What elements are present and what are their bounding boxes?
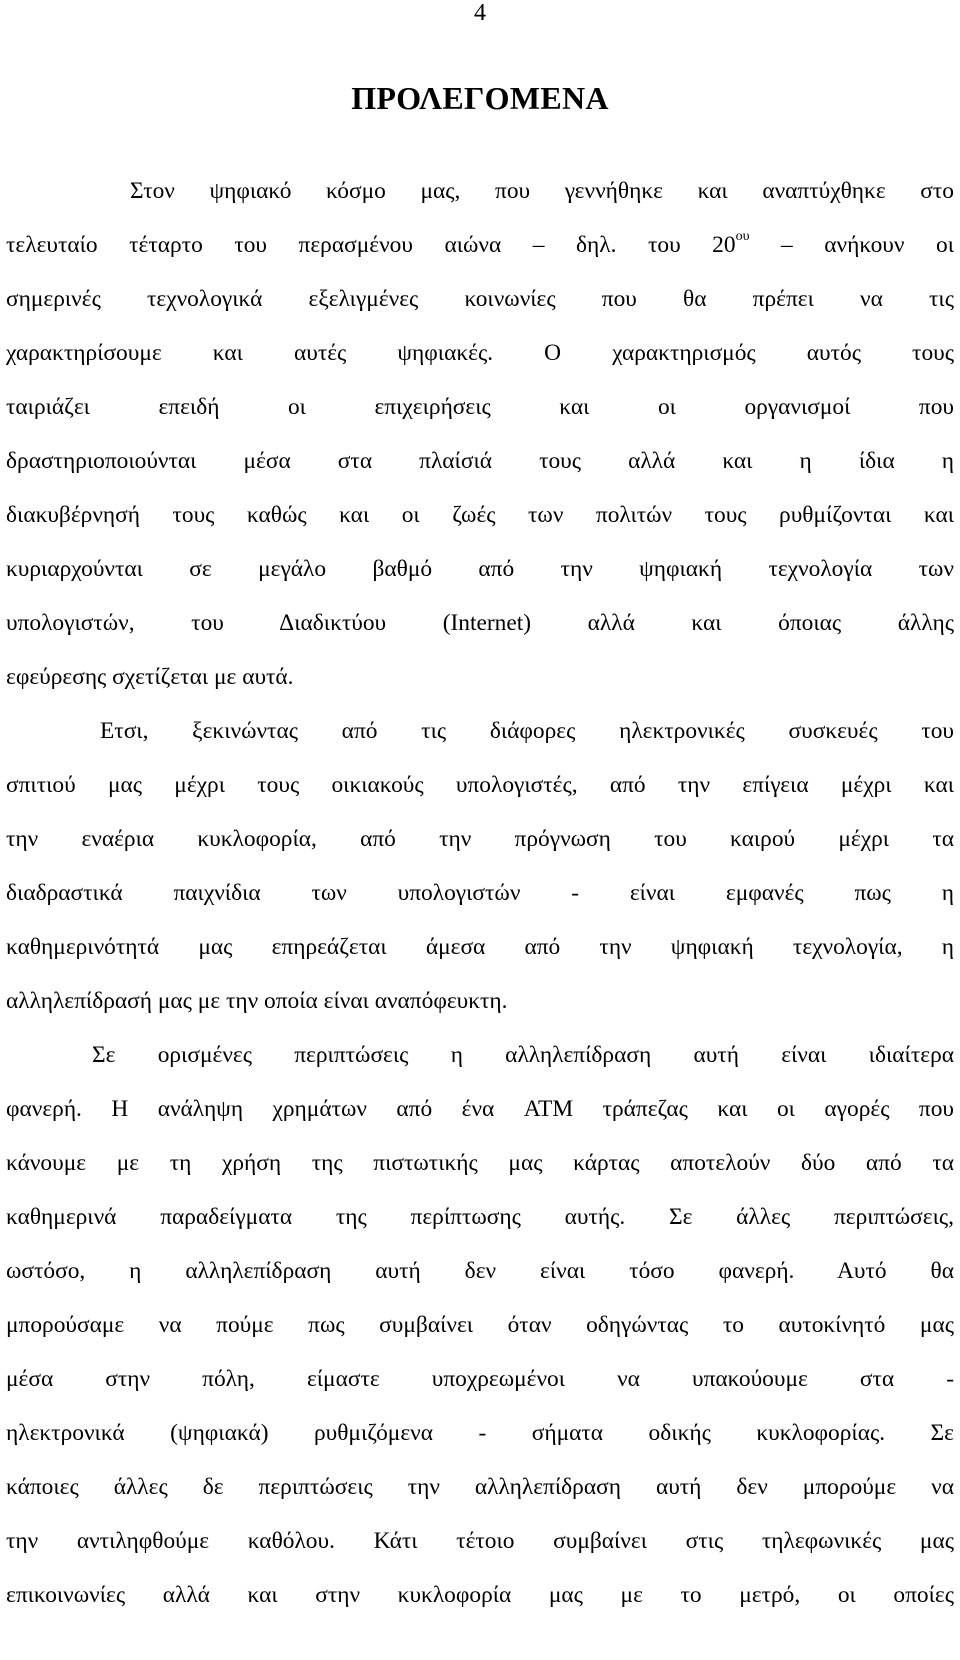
text-line: την εναέρια κυκλοφορία, από την πρόγνωση του καιρού μέχρι τα (6, 826, 954, 852)
text-line: μπορούσαμε να πούμε πως συμβαίνει όταν οδηγώντας το αυτοκίνητό μας (6, 1312, 954, 1338)
text-line: αλληλεπίδρασή μας με την οποία είναι αναπόφευκτη. (6, 988, 508, 1014)
page-title: ΠΡΟΛΕΓΟΜΕΝΑ (351, 80, 609, 116)
page-number: 4 (474, 0, 486, 26)
text-line: κυριαρχούνται σε μεγάλο βαθμό από την ψηφιακή τεχνολογία των (6, 556, 954, 582)
text-line: διακυβέρνησή τους καθώς και οι ζωές των πολιτών τους ρυθμίζονται και (6, 502, 954, 528)
text-line: ωστόσο, η αλληλεπίδραση αυτή δεν είναι τόσο φανερή. Αυτό θα (6, 1258, 954, 1284)
superscript: ου (735, 229, 750, 244)
text-line: μέσα στην πόλη, είμαστε υποχρεωμένοι να υπακούουμε στα - (6, 1366, 954, 1392)
text-line: κάποιες άλλες δε περιπτώσεις την αλληλεπίδραση αυτή δεν μπορούμε να (6, 1474, 954, 1500)
text-line: χαρακτηρίσουμε και αυτές ψηφιακές. Ο χαρακτηρισμός αυτός τους (6, 340, 954, 366)
text-line (6, 230, 954, 260)
text-line: σημερινές τεχνολογικά εξελιγμένες κοινωνίες που θα πρέπει να τις (6, 286, 954, 312)
text-line: την αντιληφθούμε καθόλου. Κάτι τέτοιο συμβαίνει στις τηλεφωνικές μας (6, 1528, 954, 1554)
text-line: Σε ορισμένες περιπτώσεις η αλληλεπίδραση αυτή είναι ιδιαίτερα (92, 1042, 954, 1068)
text-line: κάνουμε με τη χρήση της πιστωτικής μας κάρτας αποτελούν δύο από τα (6, 1150, 954, 1176)
text-line: καθημερινά παραδείγματα της περίπτωσης αυτής. Σε άλλες περιπτώσεις, (6, 1204, 954, 1230)
text-line: δραστηριοποιούνται μέσα στα πλαίσιά τους αλλά και η ίδια η (6, 448, 954, 474)
text-fragment: τελευταίο τέταρτο του περασμένου αιώνα – δηλ. του 20 (6, 232, 736, 258)
text-line: επικοινωνίες αλλά και στην κυκλοφορία μας με το μετρό, οι οποίες (6, 1582, 954, 1608)
text-line: φανερή. Η ανάληψη χρημάτων από ένα ATM τράπεζας και οι αγορές που (6, 1096, 954, 1122)
text-line: ταιριάζει επειδή οι επιχειρήσεις και οι οργανισμοί που (6, 394, 954, 420)
text-line: ηλεκτρονικά (ψηφιακά) ρυθμιζόμενα - σήματα οδικής κυκλοφορίας. Σε (6, 1420, 954, 1446)
text-line: καθημερινότητά μας επηρεάζεται άμεσα από την ψηφιακή τεχνολογία, η (6, 934, 954, 960)
text-line: Στον ψηφιακό κόσμο μας, που γεννήθηκε και αναπτύχθηκε στο (130, 178, 954, 204)
text-line: υπολογιστών, του Διαδικτύου (Internet) αλλά και όποιας άλλης (6, 610, 954, 636)
text-line: σπιτιού μας μέχρι τους οικιακούς υπολογιστές, από την επίγεια μέχρι και (6, 772, 954, 798)
text-fragment: – ανήκουν οι (749, 232, 954, 258)
text-line: διαδραστικά παιχνίδια των υπολογιστών - είναι εμφανές πως η (6, 880, 954, 906)
text-line: Ετσι, ξεκινώντας από τις διάφορες ηλεκτρονικές συσκευές του (100, 718, 954, 744)
text-line: εφεύρεσης σχετίζεται με αυτά. (6, 664, 294, 690)
